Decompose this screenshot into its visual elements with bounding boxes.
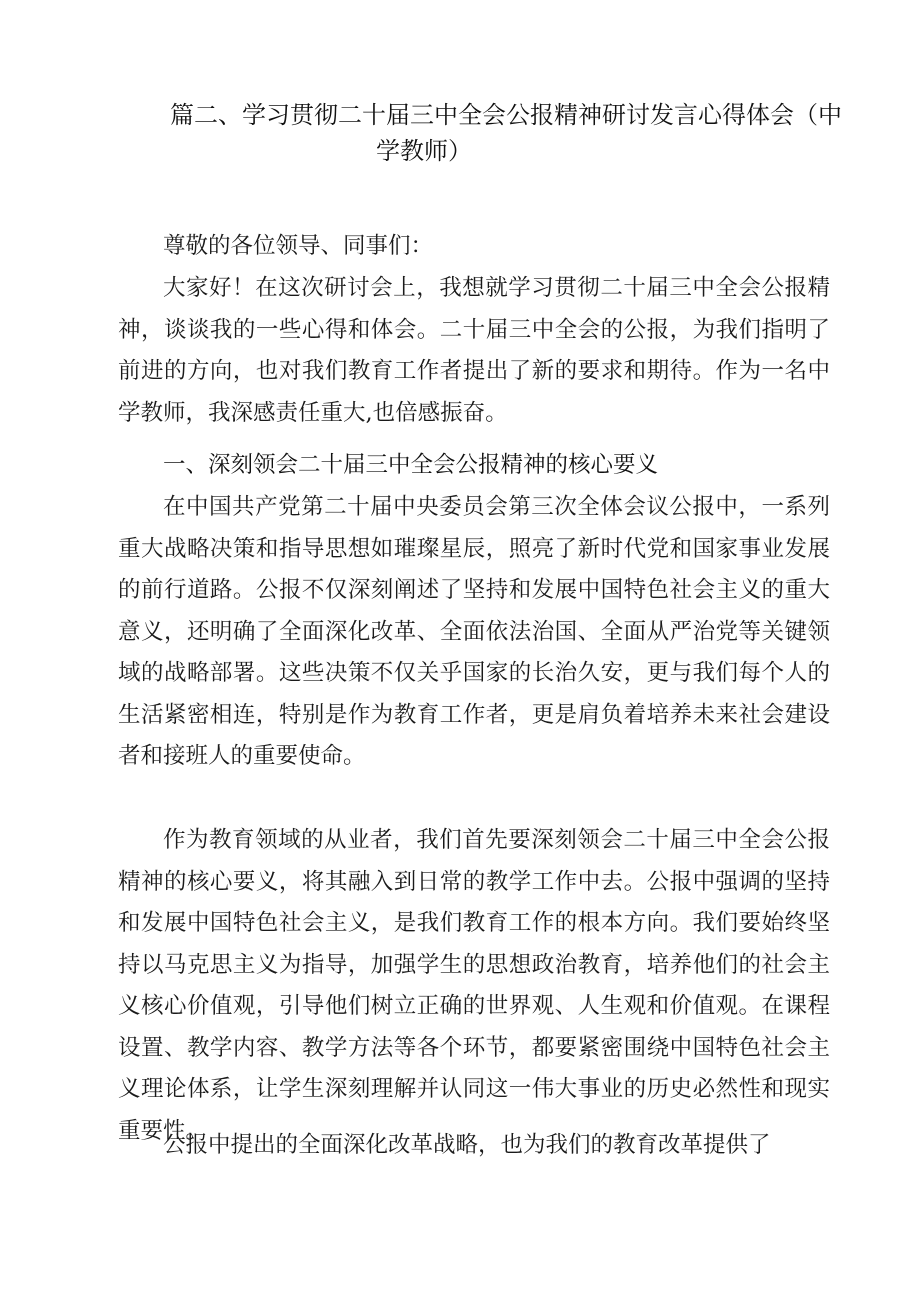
section-heading: 一、深刻领会二十届三中全会公报精神的核心要义 [163, 452, 659, 478]
paragraph-opening: 大家好！在这次研讨会上，我想就学习贯彻二十届三中全会公报精神，谈谈我的一些心得和体会。二十届三中全会的公报，为我们指明了前进的方向，也对我们教育工作者提出了新的要求和期待。作为一名中学教师，我深感责任重大,也倍感振奋。 [118, 275, 830, 426]
paragraph-body: 公报中提出的全面深化改革战略，也为我们的教育改革提供了 [163, 1132, 771, 1158]
paragraph-body: 作为教育领域的从业者，我们首先要深刻领会二十届三中全会公报精神的核心要义，将其融入到日常的教学工作中去。公报中强调的坚持和发展中国特色社会主义，是我们教育工作的根本方向。我们要始终坚持以马克思主义为指导，加强学生的思想政治教育，培养他们的社会主义核心价值观，引导他们树立正确的世界观、人生观和价值观。在课程设置、教学内容、教学方法等各个环节，都要紧密围绕中国特色社会主义理论体系，让学生深刻理解并认同这一伟大事业的历史必然性和现实重要性。 [118, 827, 830, 1144]
greeting: 尊敬的各位领导、同事们： [163, 233, 434, 259]
title-line-2: 学教师） [376, 137, 472, 165]
title-line-1: 篇二、学习贯彻二十届三中全会公报精神研讨发言心得体会（中 [170, 101, 842, 129]
paragraph-body: 在中国共产党第二十届中央委员会第三次全体会议公报中，一系列重大战略决策和指导思想如璀璨星辰，照亮了新时代党和国家事业发展的前行道路。公报不仅深刻阐述了坚持和发展中国特色社会主义的重大意义，还明确了全面深化改革、全面依法治国、全面从严治党等关键领域的战略部署。这些决策不仅关乎国家的长治久安，更与我们每个人的生活紧密相连，特别是作为教育工作者，更是肩负着培养未来社会建设者和接班人的重要使命。 [118, 494, 830, 769]
